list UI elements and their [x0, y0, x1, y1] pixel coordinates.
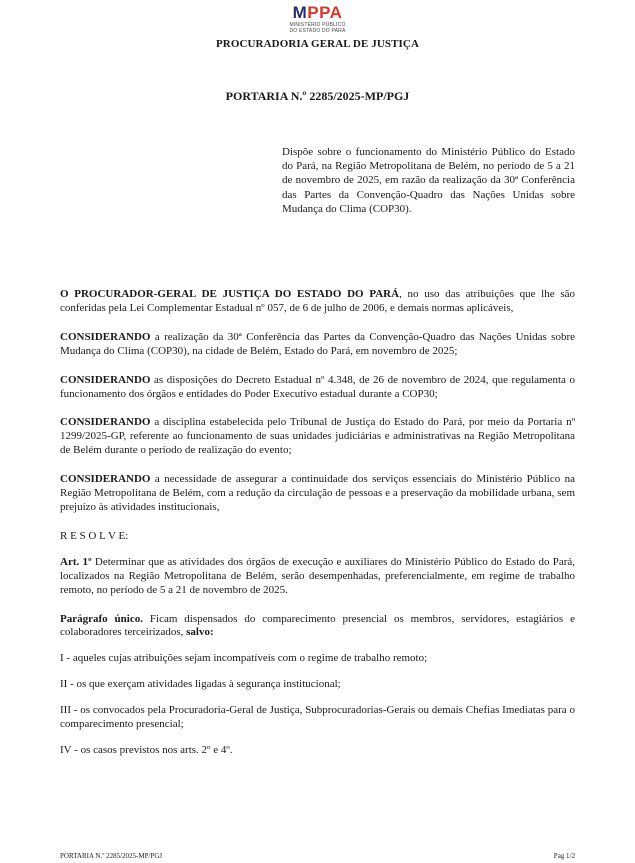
considerando-1 — [60, 331, 575, 359]
article-1 — [60, 556, 575, 598]
considerando-text: as disposições do Decreto Estadual nº 4.348, de 26 de novembro de 2024, que regulamenta o funcionamento dos órgãos e entidades do Poder Executivo estadual durante a COP30; — [60, 373, 575, 400]
document-title: PORTARIA N.º 2285/2025-MP/PGJ — [225, 89, 410, 103]
ementa: Dispõe sobre o funcionamento do Ministério Público do Estado do Pará, na Região Metropolitana de Belém, no período de 5 a 21 de novembro de 2025, em razão da realização da 30ª Conferência das Partes da Convenção-Quadro das Nações Unidas sobre Mudança do Clima (COP30). — [282, 146, 575, 215]
considerando-label: CONSIDERANDO — [60, 416, 151, 429]
considerando-text: a necessidade de assegurar a continuidade dos serviços essenciais do Ministério Público na Região Metropolitana de Belém, com a redução da circulação de pessoas e a preservação da mobilidade urbana, sem prejuízo às atividades institucionais, — [60, 473, 575, 513]
inciso-i: I - aqueles cujas atribuições sejam incompatíveis com o regime de trabalho remoto; — [60, 652, 428, 665]
resolve: R E S O L V E: — [60, 529, 129, 542]
paragrafo-unico — [60, 613, 575, 641]
footer-page-number: Pag 1/2 — [553, 852, 575, 860]
logo-line-1: MINISTÉRIO PÚBLICO — [289, 22, 346, 28]
considerando-3 — [60, 416, 575, 458]
paragrafo-text: Ficam dispensados do comparecimento presencial os membros, servidores, estagiários e colaboradores terceirizados, — [60, 612, 575, 639]
preamble-bold: O PROCURADOR-GERAL DE JUSTIÇA DO ESTADO DO PARÁ — [60, 288, 400, 300]
logo-wordmark — [293, 4, 343, 21]
considerando-text: a disciplina estabelecida pelo Tribunal de Justiça do Estado do Pará, por meio da Portaria nº 1299/2025-GP, referente ao funcionamento de suas unidades judiciárias e administrativas na Região Metropolitana de Belém durante o período de realização do evento; — [60, 416, 575, 457]
preamble — [60, 288, 575, 316]
article-1-label: Art. 1º — [60, 555, 92, 568]
footer-document-id: PORTARIA N.º 2285/2025-MP/PGJ — [60, 852, 163, 860]
preamble-text: , no uso das atribuições que lhe são conferidas pela Lei Complementar Estadual nº 057, de 6 de julho de 2006, e demais normas aplicáveis, — [60, 288, 575, 314]
logo-letter-m: M — [292, 3, 308, 22]
inciso-iii: III - os convocados pela Procuradoria-Geral de Justiça, Subprocuradorias-Gerais ou demais Chefias Imediatas para o comparecimento presencial; — [60, 704, 575, 731]
logo-line-2: DO ESTADO DO PARÁ — [289, 27, 346, 34]
mppa-logo — [0, 4, 635, 34]
document-body — [60, 288, 575, 770]
considerando-text: a realização da 30ª Conferência das Partes da Convenção-Quadro das Nações Unidas sobre Mudança do Clima (COP30), na cidade de Belém, Estado do Pará, em novembro de 2025; — [60, 330, 575, 357]
considerando-2 — [60, 374, 575, 402]
considerando-label: CONSIDERANDO — [60, 373, 151, 386]
inciso-iv: IV - os casos previstos nos arts. 2º e 4º. — [60, 743, 233, 756]
paragrafo-salvo: salvo: — [186, 626, 214, 639]
logo-letters-ppa: PPA — [307, 3, 343, 22]
considerando-label: CONSIDERANDO — [60, 473, 151, 486]
article-1-text: Determinar que as atividades dos órgãos de execução e auxiliares do Ministério Público do Estado do Pará, localizados na Região Metropolitana de Belém, serão desempenhadas, preferencialmente, em regime de trabalho remoto, no período de 5 a 21 de novembro de 2025. — [60, 555, 576, 596]
considerando-label: CONSIDERANDO — [60, 330, 151, 343]
inciso-ii: II - os que exerçam atividades ligadas à segurança institucional; — [60, 678, 341, 691]
considerando-4 — [60, 473, 575, 515]
paragrafo-label: Parágrafo único. — [60, 612, 143, 625]
organization-name: PROCURADORIA GERAL DE JUSTIÇA — [215, 38, 420, 50]
